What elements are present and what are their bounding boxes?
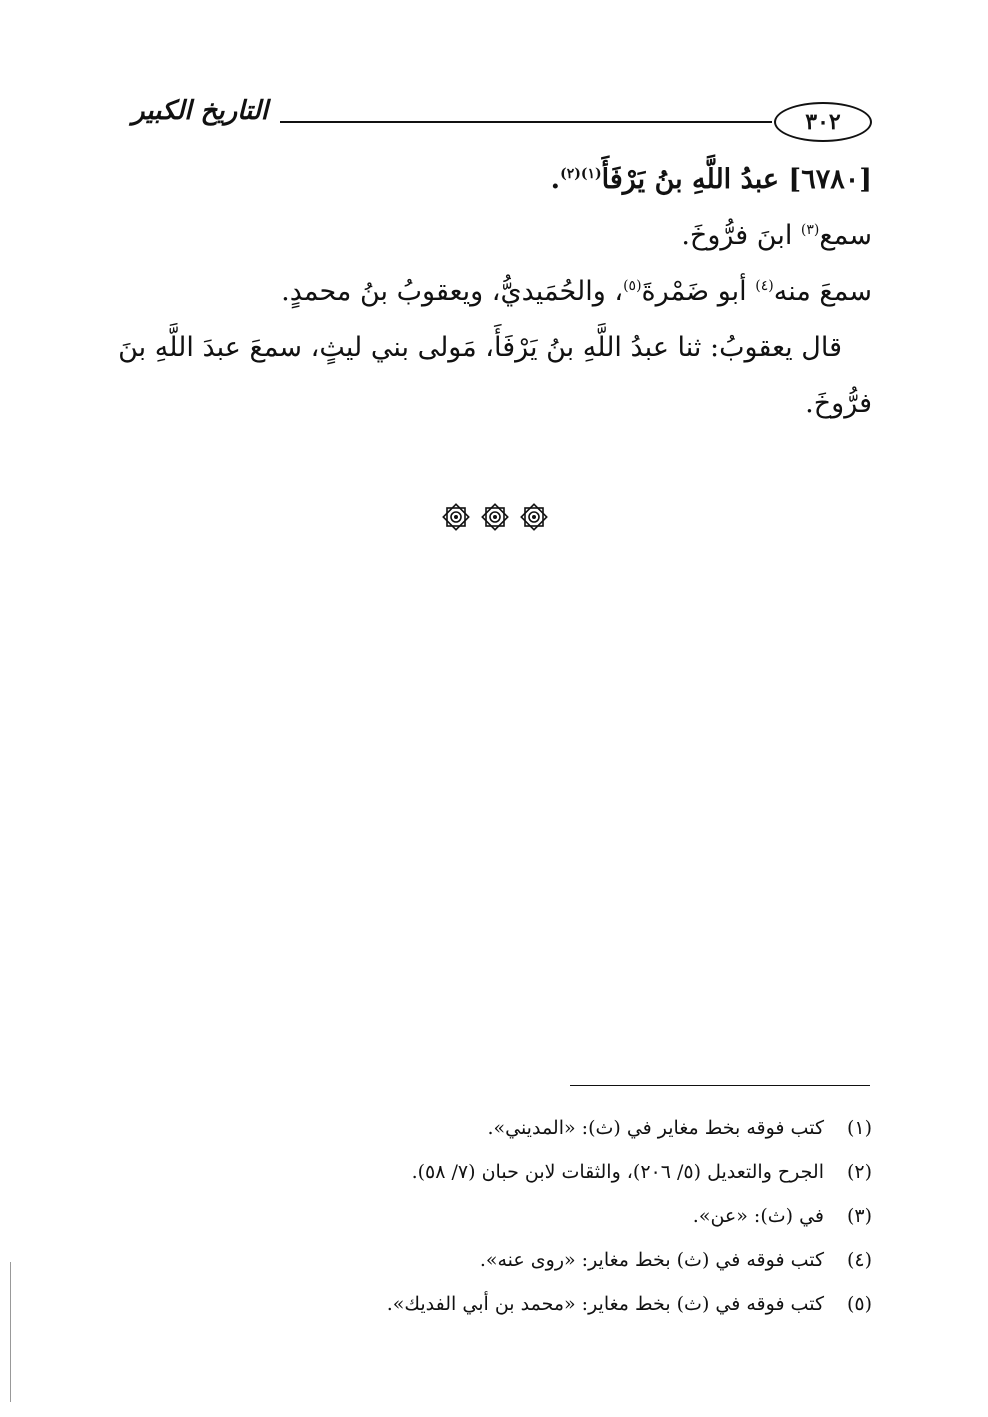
footnote-ref[interactable]: (٣) (800, 222, 820, 238)
heard-from-names: ابنَ فرُّوخَ. (681, 220, 801, 251)
footnote-number: (٤) (846, 1249, 872, 1271)
footnote-text: في (ث): «عن». (692, 1205, 824, 1227)
footnote (112, 1106, 872, 1150)
footnote-text: الجرح والتعديل (٥/ ٢٠٦)، والثقات لابن حبان (٧/ ٥٨). (411, 1161, 824, 1183)
footnote (112, 1238, 872, 1282)
footnote (112, 1194, 872, 1238)
footnote-separator (570, 1085, 870, 1086)
footnotes (112, 1106, 872, 1326)
page-number: ٣٠٢ (774, 102, 872, 142)
section-ornament (440, 500, 550, 534)
footnote-text: كتب فوقه في (ث) بخط مغاير: «روى عنه». (479, 1249, 824, 1271)
octagram-ornament-icon (440, 501, 472, 533)
narration-paragraph: قال يعقوبُ: ثنا عبدُ اللَّهِ بنُ يَرْفَأَ، مَولى بني ليثٍ، سمعَ عبدَ اللَّهِ بنَ فرُّوخَ. (118, 332, 872, 419)
footnote-text: كتب فوقه في (ث) بخط مغاير: «محمد بن أبي الفديك». (386, 1293, 824, 1315)
footnote-ref[interactable]: (١)(٢) (560, 166, 602, 182)
heard-by-names: ، والحُمَيديُّ، ويعقوبُ بنُ محمدٍ. (281, 276, 624, 307)
heard-by-label: سمعَ منه (773, 276, 872, 307)
entry-heading: [٦٧٨٠] عبدُ اللَّهِ بنُ يَرْفَأَ$^{(١)(٢)}$. (550, 164, 872, 195)
footnote-ref[interactable]: (٤) (755, 278, 774, 294)
entry-name: عبدُ اللَّهِ بنُ يَرْفَأَ (601, 164, 780, 195)
footnote-ref[interactable]: (٥) (623, 278, 642, 294)
heard-from-line (112, 208, 872, 264)
footnote-number: (٣) (846, 1205, 872, 1227)
heard-by-name: أبو ضَمْرةَ (641, 276, 756, 307)
octagram-ornament-icon (479, 501, 511, 533)
heard-by-line (112, 264, 872, 320)
footnote (112, 1150, 872, 1194)
footnote-number: (١) (846, 1117, 872, 1139)
header-rule (280, 121, 772, 123)
entry-body (112, 152, 872, 432)
heard-from-label: سمع (819, 220, 872, 251)
footnote-number: (٢) (846, 1161, 872, 1183)
octagram-ornament-icon (518, 501, 550, 533)
footnote-text: كتب فوقه بخط مغاير في (ث): «المديني». (487, 1117, 824, 1139)
running-header (130, 96, 872, 146)
scan-margin-line (10, 1262, 11, 1402)
footnote (112, 1282, 872, 1326)
entry-number: [٦٧٨٠] (788, 164, 872, 195)
footnote-number: (٥) (846, 1293, 872, 1315)
book-title: التاريخ الكبير (131, 96, 269, 126)
